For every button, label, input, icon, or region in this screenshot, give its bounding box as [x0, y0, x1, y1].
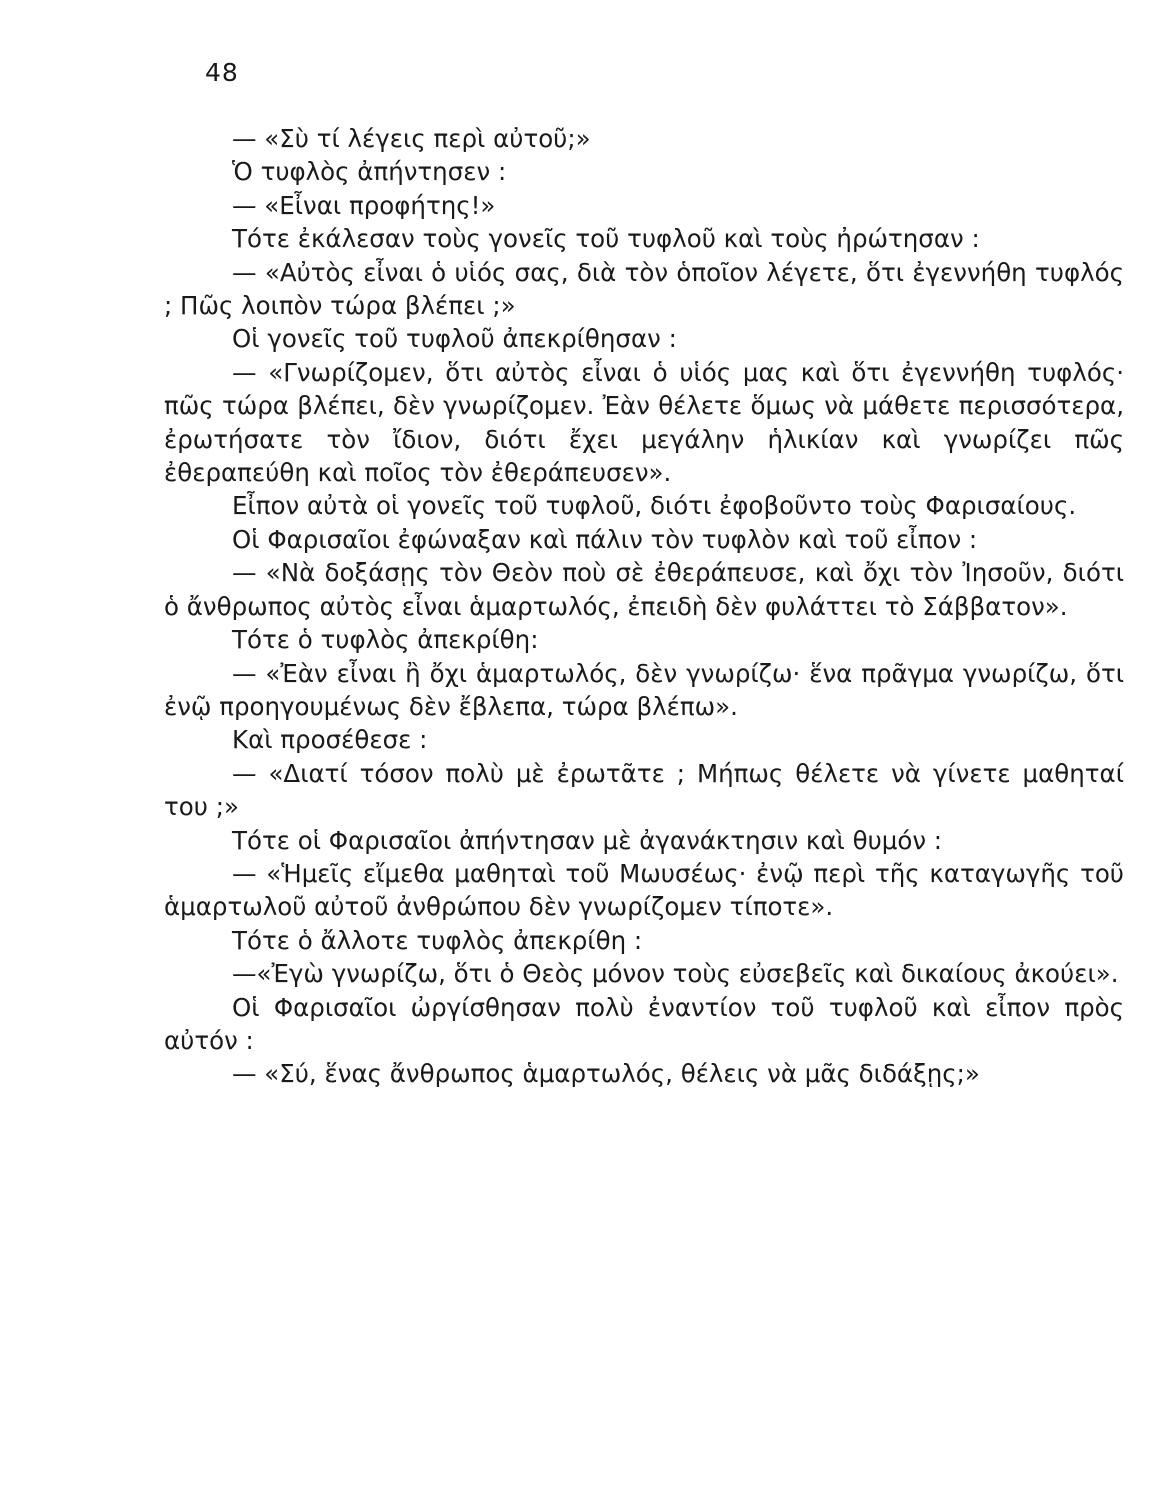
paragraph: Τότε ὁ τυφλὸς ἀπεκρίθη: [232, 625, 539, 655]
paragraph: — «Αὐτὸς εἶναι ὁ υἱός σας, διὰ τὸν ὁποῖον λέγετε, ὅτι ἐγεννήθη τυφλός ; Πῶς λοιπὸν τώρα βλέπει ;» [164, 257, 1124, 321]
paragraph: — «Σύ, ἕνας ἄνθρωπος ἁμαρτωλός, θέλεις νὰ μᾶς διδάξῃς;» [232, 1059, 980, 1089]
paragraph: Εἶπον αὐτὰ οἱ γονεῖς τοῦ τυφλοῦ, διότι ἐφοβοῦντο τοὺς Φαρισαίους. [232, 491, 1077, 521]
paragraph: — «Διατί τόσον πολὺ μὲ ἐρωτᾶτε ; Μήπως θέλετε νὰ γίνετε μαθηταί του ;» [164, 758, 1124, 822]
paragraph: Οἱ Φαρισαῖοι ὠργίσθησαν πολὺ ἐναντίον τοῦ τυφλοῦ καὶ εἶπον πρὸς αὐτόν : [164, 992, 1124, 1055]
paragraph: Τότε ὁ ἄλλοτε τυφλὸς ἀπεκρίθη : [232, 925, 643, 955]
body-text [164, 122, 1124, 1091]
paragraph: — «Εἶναι προφήτης!» [232, 190, 496, 220]
paragraph: Τότε ἐκάλεσαν τοὺς γονεῖς τοῦ τυφλοῦ καὶ τοὺς ἠρώτησαν : [232, 224, 980, 254]
paragraph: Οἱ γονεῖς τοῦ τυφλοῦ ἀπεκρίθησαν : [232, 324, 677, 354]
paragraph: Τότε οἱ Φαρισαῖοι ἀπήντησαν μὲ ἀγανάκτησιν καὶ θυμόν : [232, 825, 943, 855]
paragraph: — «Σὺ τί λέγεις περὶ αὐτοῦ;» [232, 124, 591, 153]
paragraph: — «Γνωρίζομεν, ὅτι αὐτὸς εἶναι ὁ υἱός μας καὶ ὅτι ἐγεννήθη τυφλός· πῶς τώρα βλέπει, δὲν γνωρίζομεν. Ἐὰν θέλετε ὅμως νὰ μάθετε περισσότερα, ἐρωτήσατε τὸν ἴδιον, διότι ἔχει μεγάλην ἡλικίαν καὶ γνωρίζει πῶς ἐθεραπεύθη καὶ ποῖος τὸν ἐθεράπευσεν». [164, 357, 1124, 488]
paragraph: Ὁ τυφλὸς ἀπήντησεν : [232, 157, 507, 187]
paragraph: — «Ἐὰν εἶναι ἢ ὄχι ἁμαρτωλός, δὲν γνωρίζω· ἕνα πρᾶγμα γνωρίζω, ὅτι ἐνῷ προηγουμένως δὲν ἔβλεπα, τώρα βλέπω». [164, 658, 1124, 721]
page-number: 48 [205, 58, 239, 87]
paragraph: — «Νὰ δοξάσῃς τὸν Θεὸν ποὺ σὲ ἐθεράπευσε, καὶ ὄχι τὸν Ἰησοῦν, διότι ὁ ἄνθρωπος αὐτὸς εἶναι ἁμαρτωλός, ἐπειδὴ δὲν φυλάττει τὸ Σάββατον». [164, 558, 1124, 621]
paragraph: Καὶ προσέθεσε : [232, 725, 428, 755]
paragraph: Οἱ Φαρισαῖοι ἐφώναξαν καὶ πάλιν τὸν τυφλὸν καὶ τοῦ εἶπον : [232, 524, 978, 554]
paragraph: —«Ἐγὼ γνωρίζω, ὅτι ὁ Θεὸς μόνον τοὺς εὐσεβεῖς καὶ δικαίους ἀκούει». [232, 959, 1119, 989]
paragraph: — «Ἡμεῖς εἴμεθα μαθηταὶ τοῦ Μωυσέως· ἐνῷ περὶ τῆς καταγωγῆς τοῦ ἁμαρτωλοῦ αὐτοῦ ἀνθρώπου δὲν γνωρίζομεν τίποτε». [164, 858, 1124, 922]
